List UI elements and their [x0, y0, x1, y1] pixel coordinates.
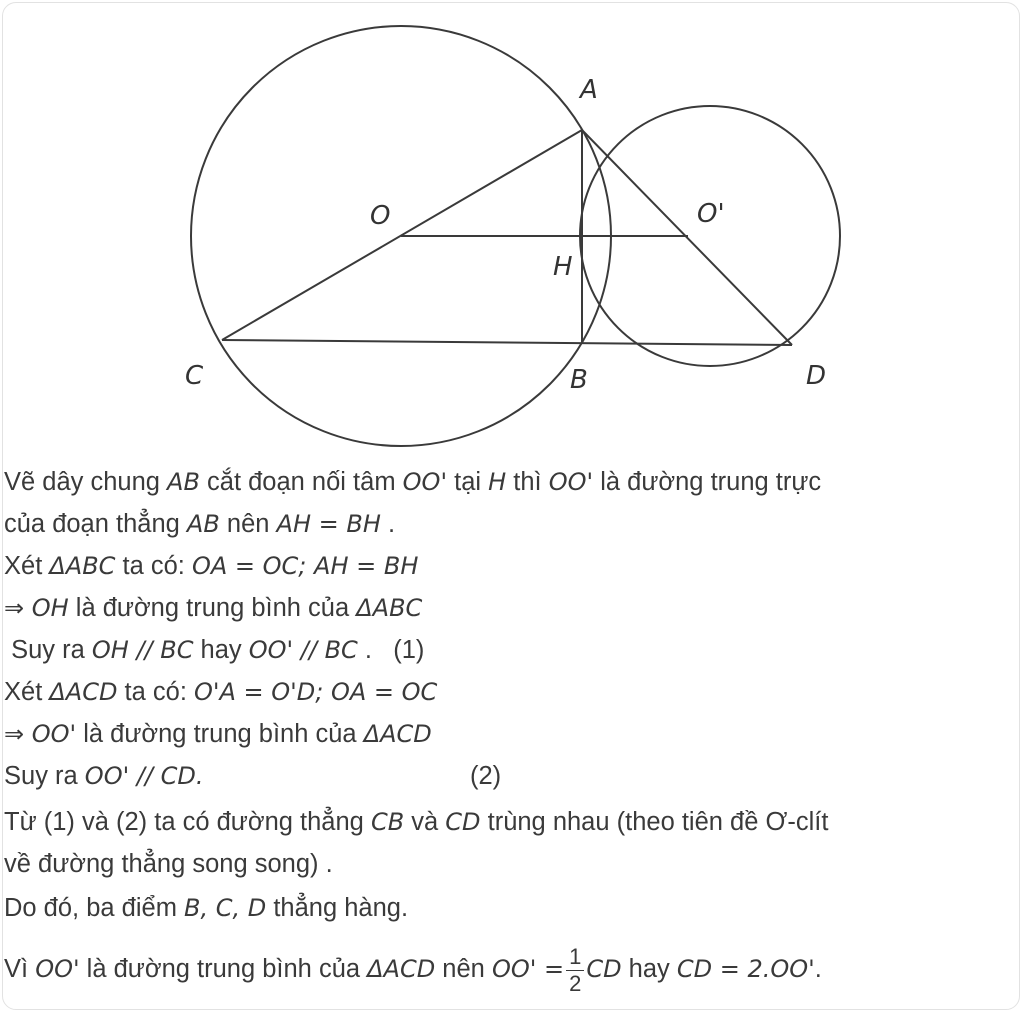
solution-line-9: Từ (1) và (2) ta có đường thẳng CB và CD trùng nhau (theo tiên đề Ơ-clít	[4, 808, 829, 836]
label-h: H	[553, 252, 573, 282]
label-c: C	[185, 361, 204, 391]
label-o-prime: O'	[697, 199, 725, 229]
solution-line-11: Do đó, ba điểm B, C, D thẳng hàng.	[4, 894, 409, 922]
fraction-one-half: $\frac{1}{2}$	[566, 944, 584, 997]
solution-line-2: của đoạn thẳng AB nên AH = BH .	[4, 510, 396, 538]
solution-line-12: Vì OO' là đường trung bình của ΔACD nên OO' = $\frac{1}{2}$ CD hay CD = 2.OO'.	[4, 944, 822, 996]
label-b: B	[570, 365, 588, 395]
segment-cd	[222, 340, 792, 345]
label-d: D	[806, 361, 827, 391]
label-a: A	[580, 75, 598, 105]
solution-line-10: về đường thẳng song song) .	[4, 850, 333, 878]
solution-line-8: Suy ra OO' // CD. (2)	[4, 762, 502, 790]
solution-line-1: Vẽ dây chung AB cắt đoạn nối tâm OO' tại H thì OO' là đường trung trực	[4, 468, 822, 496]
solution-line-4: ⇒ OH là đường trung bình của ΔABC	[4, 594, 423, 622]
label-o: O	[370, 201, 391, 231]
solution-line-5: Suy ra OH // BC hay OO' // BC . (1)	[4, 636, 425, 664]
solution-line-3: Xét ΔABC ta có: OA = OC; AH = BH	[4, 552, 419, 580]
geometry-figure	[0, 0, 1024, 460]
solution-line-6: Xét ΔACD ta có: O'A = O'D; OA = OC	[4, 678, 438, 706]
segment-ad	[582, 130, 792, 345]
solution-line-7: ⇒ OO' là đường trung bình của ΔACD	[4, 720, 432, 748]
